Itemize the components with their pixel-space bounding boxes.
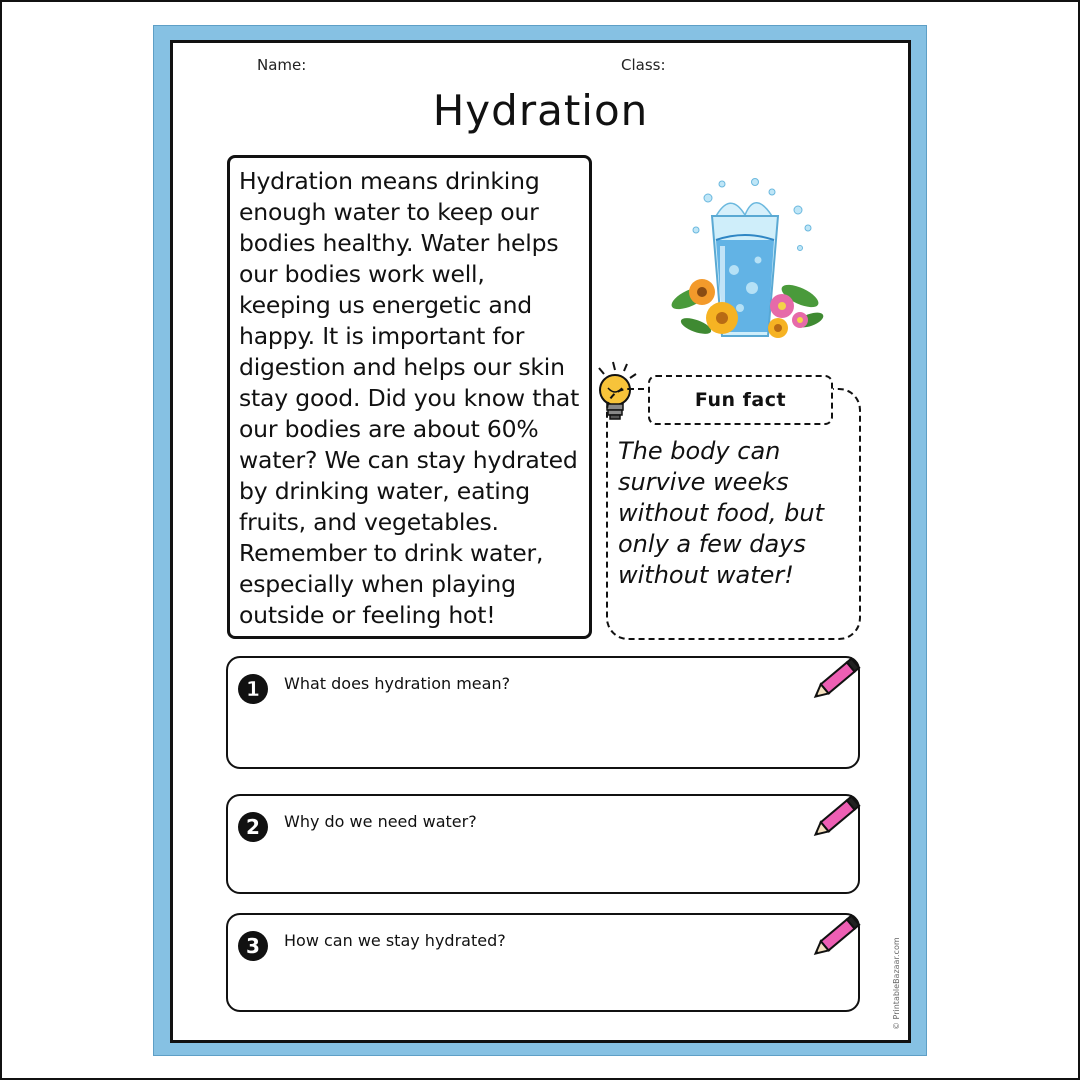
question-text-2: Why do we need water? xyxy=(284,812,477,831)
question-number-1: 1 xyxy=(246,677,260,701)
question-text-3: How can we stay hydrated? xyxy=(284,931,506,950)
fun-fact-label: Fun fact xyxy=(648,375,833,425)
reading-passage: Hydration means drinking enough water to keep our bodies healthy. Water helps our bodies work well, keeping us energetic and happy. It is important for digestion and helps our skin stay good. Did you know that our bodies are about 60% water? We can stay hydrated by drinking water, eating fruits, and vegetables. Remember to drink water, especially when playing outside or feeling hot! xyxy=(239,167,580,629)
number-2-icon xyxy=(236,810,270,844)
name-label: Name: xyxy=(257,56,307,74)
reading-passage-box xyxy=(227,155,592,639)
class-label: Class: xyxy=(621,56,666,74)
number-3-icon xyxy=(236,929,270,963)
question-box-2[interactable] xyxy=(226,794,860,894)
number-1-icon xyxy=(236,672,270,706)
fun-fact-text: The body can survive weeks without food, but only a few days without water! xyxy=(618,437,825,589)
pencil-icon xyxy=(812,786,868,842)
pencil-icon xyxy=(812,648,868,704)
question-box-1[interactable] xyxy=(226,656,860,769)
question-number-3: 3 xyxy=(246,934,260,958)
page-title: Hydration xyxy=(432,86,649,135)
question-text-1: What does hydration mean? xyxy=(284,674,511,693)
pencil-icon xyxy=(812,905,868,961)
copyright-text: © PrintableBazaar.com xyxy=(892,937,901,1030)
question-number-2: 2 xyxy=(246,815,260,839)
question-box-3[interactable] xyxy=(226,913,860,1012)
water-glass-illustration xyxy=(660,170,830,350)
